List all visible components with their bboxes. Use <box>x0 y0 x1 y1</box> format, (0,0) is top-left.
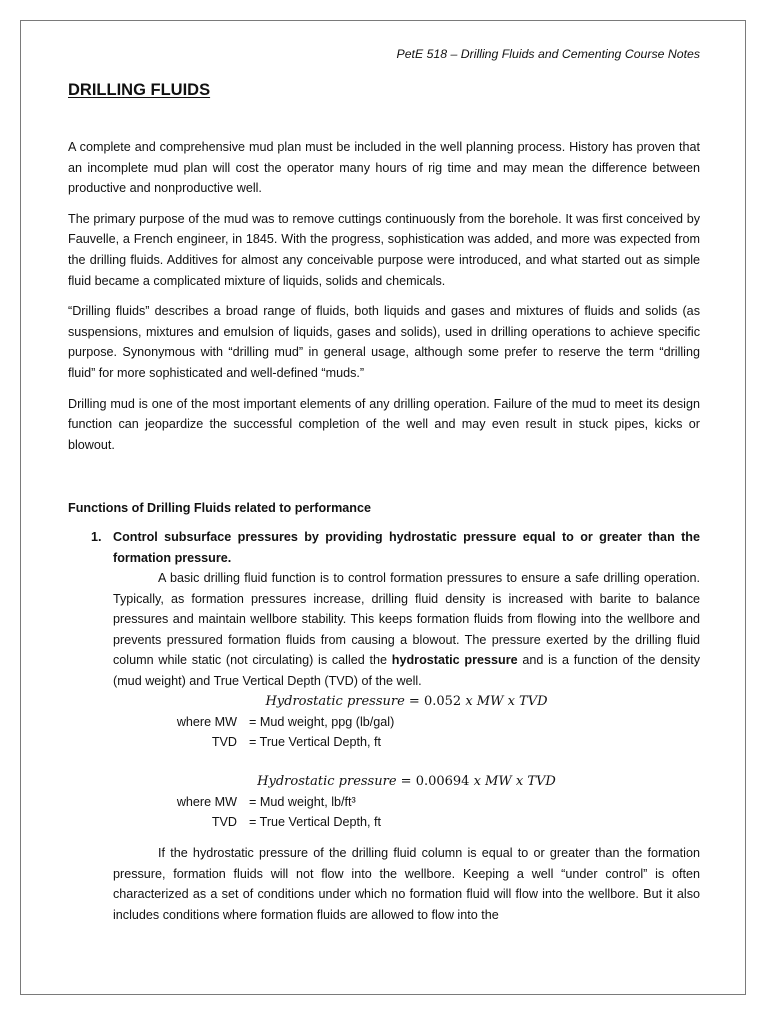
paragraph-text: A basic drilling fluid function is to control formation pressures to ensure a safe drilling operation. Typically, as formation pressures increase, drilling fluid density is increased with barite to balance pressures and maintain wellbore stability. This keeps formation fluids from flowing into the wellbore and prevents pressured formation fluids from causing a blowout. The pressure exerted by the drilling fluid column while static (not circulating) is called the <box>113 571 700 668</box>
equation-rhs: x MW x TVD <box>461 693 548 709</box>
definition-row <box>113 732 700 753</box>
list-item-paragraph-2: If the hydrostatic pressure of the drilling fluid column is equal to or greater than the formation pressure, formation fluids will not flow into the wellbore. Keeping a well “under control” is often characterized as a set of conditions under which no formation fluid will flow into the wellbore. But it also includes conditions where formation fluids are allowed to flow into the <box>113 846 700 922</box>
variable-definitions-1 <box>113 712 700 753</box>
intro-paragraph-1: A complete and comprehensive mud plan must be included in the well planning process. History has proven that an incomplete mud plan will cost the operator many hours of rig time and may mean the difference between productive and nonproductive well. <box>68 140 700 196</box>
equation-rhs: x MW x TVD <box>469 773 556 789</box>
list-item <box>68 527 700 926</box>
intro-paragraph-3: “Drilling fluids” describes a broad range of fluids, both liquids and gases and mixtures of fluids and solids (as suspensions, mixtures and emulsion of liquids, gases and solids), used in drilling operations to achieve specific purpose. Synonymous with “drilling mud” in general usage, although some prefer to reserve the term “drilling fluid” for more sophisticated and well-defined “muds.” <box>68 304 700 380</box>
definition-value: = Mud weight, lb/ft³ <box>249 794 356 809</box>
section-heading: Functions of Drilling Fluids related to performance <box>68 501 371 516</box>
document-page <box>68 44 700 925</box>
intro-paragraph-4: Drilling mud is one of the most important elements of any drilling operation. Failure of the mud to meet its design function can jeopardize the successful completion of the well and may even result in stuck pipes, kicks or blowout. <box>68 396 700 452</box>
definition-row <box>113 792 700 813</box>
running-header: PetE 518 – Drilling Fluids and Cementing Course Notes <box>396 47 700 61</box>
document-title: DRILLING FLUIDS <box>68 81 211 99</box>
bold-term: hydrostatic pressure <box>391 653 518 668</box>
definition-value: = True Vertical Depth, ft <box>249 735 381 750</box>
definition-label: TVD <box>211 735 237 750</box>
list-item-number: 1. <box>91 529 102 544</box>
equation-constant: 0.052 <box>423 693 462 709</box>
intro-paragraph-2: The primary purpose of the mud was to remove cuttings continuously from the borehole. It was first conceived by Fauvelle, a French engineer, in 1845. With the progress, sophistication was added, and more was expected from the drilling fluids. Additives for almost any conceivable purpose were introduced, and what started out as simple fluid became a complicated mixture of liquids, solids and chemicals. <box>68 211 700 288</box>
equation-1 <box>113 692 700 712</box>
definition-row <box>113 812 700 833</box>
definition-label: where MW <box>176 714 237 729</box>
equation-lhs: Hydrostatic pressure <box>265 693 405 709</box>
functions-list <box>68 527 700 926</box>
equation-constant: 0.00694 <box>415 773 470 789</box>
definition-value: = True Vertical Depth, ft <box>249 815 381 830</box>
list-item-heading: Control subsurface pressures by providing hydrostatic pressure equal to or greater than the formation pressure. <box>113 529 700 565</box>
definition-row <box>113 712 700 733</box>
equation-equals: = <box>404 693 424 709</box>
list-item-paragraph-1 <box>113 568 700 692</box>
paragraph-text: and is a function of the density (mud weight) and True Vertical Depth (TVD) of the well. <box>113 653 700 689</box>
equation-equals: = <box>396 773 416 789</box>
definition-value: = Mud weight, ppg (lb/gal) <box>249 714 395 729</box>
definition-label: TVD <box>211 815 237 830</box>
definition-label: where MW <box>176 794 237 809</box>
equation-2 <box>113 772 700 792</box>
equation-lhs: Hydrostatic pressure <box>257 773 397 789</box>
variable-definitions-2 <box>113 792 700 833</box>
